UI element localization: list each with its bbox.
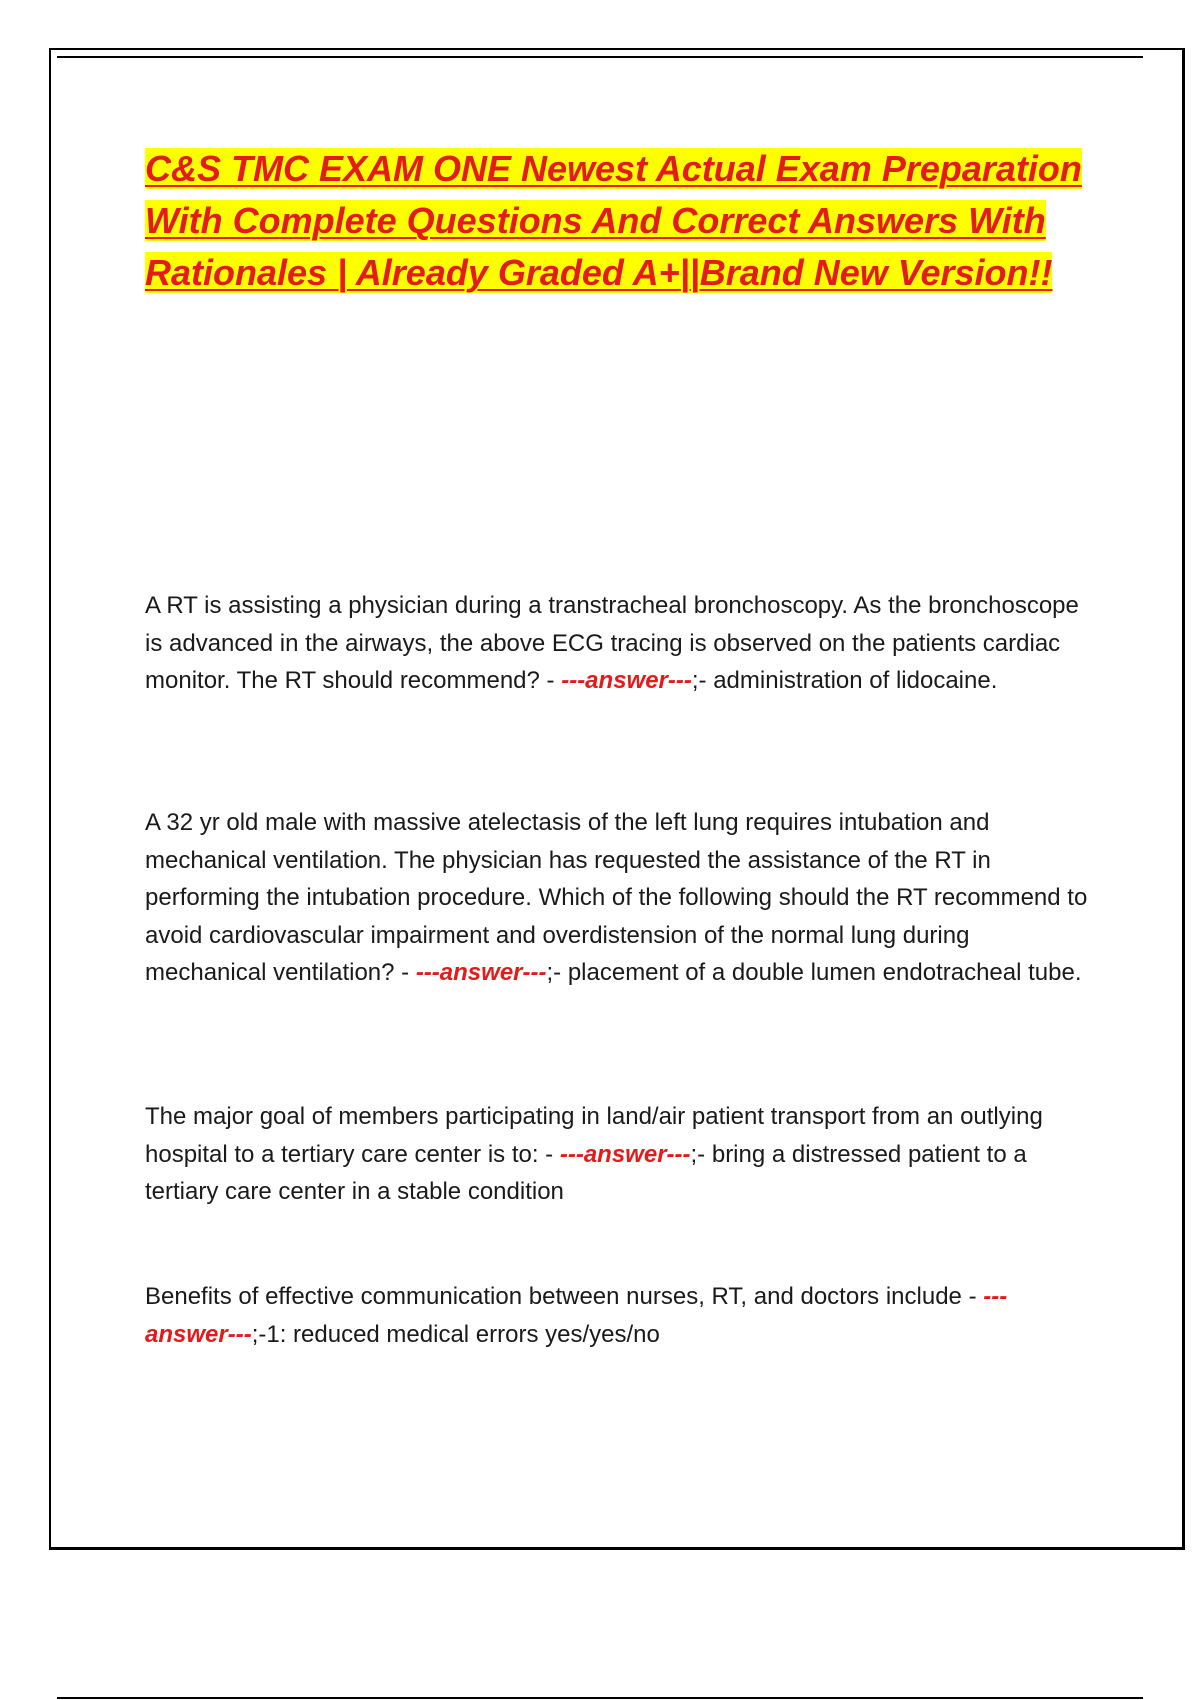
- qa-item: [145, 587, 1090, 700]
- document-title: C&S TMC EXAM ONE Newest Actual Exam Preparation With Complete Questions And Correct Answers With Rationales | Already Graded A+||Brand New Version!!: [145, 148, 1082, 293]
- answer-marker: ---answer---: [415, 959, 547, 986]
- question-text: Benefits of effective communication between nurses, RT, and doctors include -: [145, 1283, 984, 1310]
- question-text: The major goal of members participating in land/air patient transport from an outlying hospital to a tertiary care center is to: -: [145, 1103, 1043, 1168]
- qa-item: [145, 804, 1090, 992]
- qa-item: [145, 1098, 1090, 1211]
- question-text: A 32 yr old male with massive atelectasis of the left lung requires intubation and mechanical ventilation. The physician has requested the assistance of the RT in performing the intubation procedure. Which of the following should the RT recommend to avoid cardiovascular impairment and overdistension of the normal lung during mechanical ventilation? -: [145, 809, 1088, 986]
- answer-marker: ---answer---: [561, 667, 692, 694]
- answer-text: ;- placement of a double lumen endotracheal tube.: [546, 959, 1082, 986]
- answer-text: ;-1: reduced medical errors yes/yes/no: [251, 1320, 660, 1348]
- answer-text: ;- administration of lidocaine.: [691, 667, 998, 694]
- qa-item: [145, 1278, 1090, 1353]
- answer-marker: ---answer---: [559, 1140, 691, 1168]
- answer-text: ;- bring a distressed patient to a tertiary care center in a stable condition: [145, 1140, 1027, 1205]
- question-text: A RT is assisting a physician during a transtracheal bronchoscopy. As the bronchoscope is advanced in the airways, the above ECG tracing is observed on the patients cardiac monitor. The RT should recommend? -: [145, 592, 1079, 694]
- answer-marker: ---answer---: [145, 1283, 1008, 1348]
- header-rule: [57, 56, 1143, 58]
- footer-rule: [57, 1697, 1143, 1699]
